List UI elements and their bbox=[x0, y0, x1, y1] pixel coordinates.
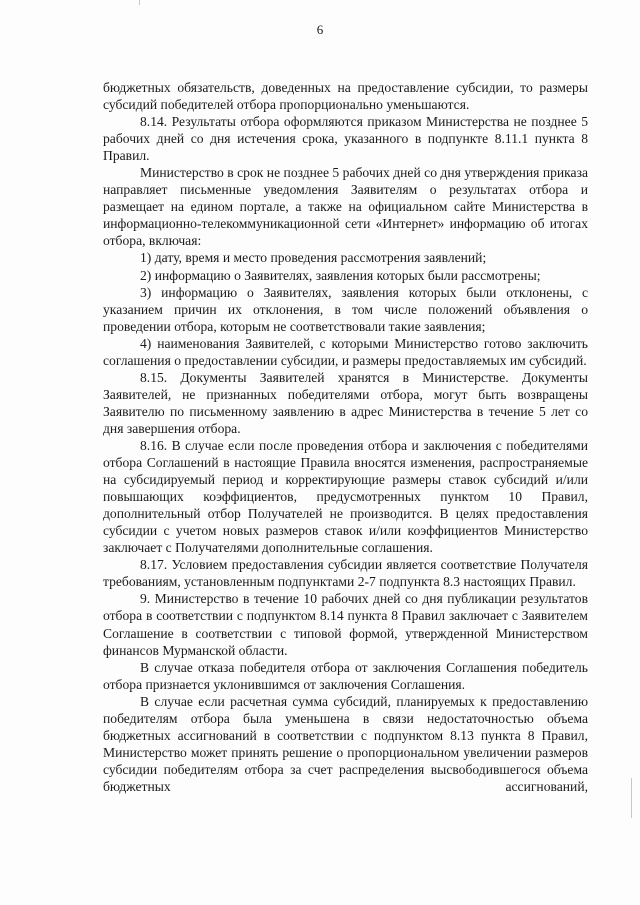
list-item-3: 3) информацию о Заявителях, заявления которых были отклонены, с указанием причин их отклонения, в том числе положений объявления о проведении отбора, которым не соответствовали такие заявления; bbox=[103, 284, 588, 334]
paragraph-ministry-notification: Министерство в срок не позднее 5 рабочих дней со дня утверждения приказа направляет письменные уведомления Заявителям о результатах отбора и размещает на едином портале, а также на официальном сайте Министерства в информационно-телекоммуникационной сети «Интернет» информацию об итогах отбора, включая: bbox=[103, 165, 588, 249]
paragraph-refusal: В случае отказа победителя отбора от заключения Соглашения победитель отбора признается уклонившимся от заключения Соглашения. bbox=[103, 659, 588, 692]
paragraph-9: 9. Министерство в течение 10 рабочих дней со дня публикации результатов отбора в соответствии с подпунктом 8.14 пункта 8 Правил заключает с Заявителем Соглашение в соответствии с типовой формой, утвержденной Министерством финансов Мурманской области. bbox=[103, 591, 588, 658]
paragraph-8-15: 8.15. Документы Заявителей хранятся в Министерстве. Документы Заявителей, не признанных победителями отбора, могут быть возвращены Заявителю по письменному заявлению в адрес Министерства в течение 5 лет со дня завершения отбора. bbox=[103, 369, 588, 436]
page-number: 6 bbox=[316, 22, 324, 37]
scan-artifact-right bbox=[631, 778, 632, 818]
list-item-2: 2) информацию о Заявителях, заявления которых были рассмотрены; bbox=[140, 267, 541, 283]
list-item-1: 1) дату, время и место проведения рассмотрения заявлений; bbox=[140, 250, 487, 266]
paragraph-continuation: бюджетных обязательств, доведенных на предоставление субсидии, то размеры субсидий победителей отбора пропорционально уменьшаются. bbox=[103, 80, 588, 113]
paragraph-8-17: 8.17. Условием предоставления субсидии является соответствие Получателя требованиям, установленным подпунктами 2-7 подпункта 8.3 настоящих Правил. bbox=[103, 557, 588, 590]
paragraph-8-14: 8.14. Результаты отбора оформляются приказом Министерства не позднее 5 рабочих дней со дня истечения срока, указанного в подпункте 8.11.1 пункта 8 Правил. bbox=[103, 114, 588, 164]
scan-artifact-top bbox=[139, 0, 140, 5]
paragraph-8-16: 8.16. В случае если после проведения отбора и заключения с победителями отбора Соглашений в настоящие Правила вносятся изменения, распространяемые на субсидируемый период и корректирующие размеры ставок субсидий и/или повышающих коэффициентов, предусмотренных пунктом 10 Правил, дополнительный отбор Получателей не производится. В целях предоставления субсидии с учетом новых размеров ставок и/или коэффициентов Министерство заключает с Получателями дополнительные соглашения. bbox=[103, 437, 588, 556]
paragraph-reduction: В случае если расчетная сумма субсидий, планируемых к предоставлению победителям отбора была уменьшена в связи недостаточностью объема бюджетных ассигнований в соответствии с подпунктом 8.13 пункта 8 Правил, Министерство может принять решение о пропорциональном увеличении размеров субсидии победителям отбора за счет распределения высвободившегося объема бюджетных ассигнований, bbox=[103, 693, 588, 794]
document-body bbox=[103, 79, 588, 795]
list-item-4: 4) наименования Заявителей, с которыми Министерство готово заключить соглашения о предоставлении субсидии, и размеры предоставляемых им субсидий. bbox=[103, 335, 588, 368]
